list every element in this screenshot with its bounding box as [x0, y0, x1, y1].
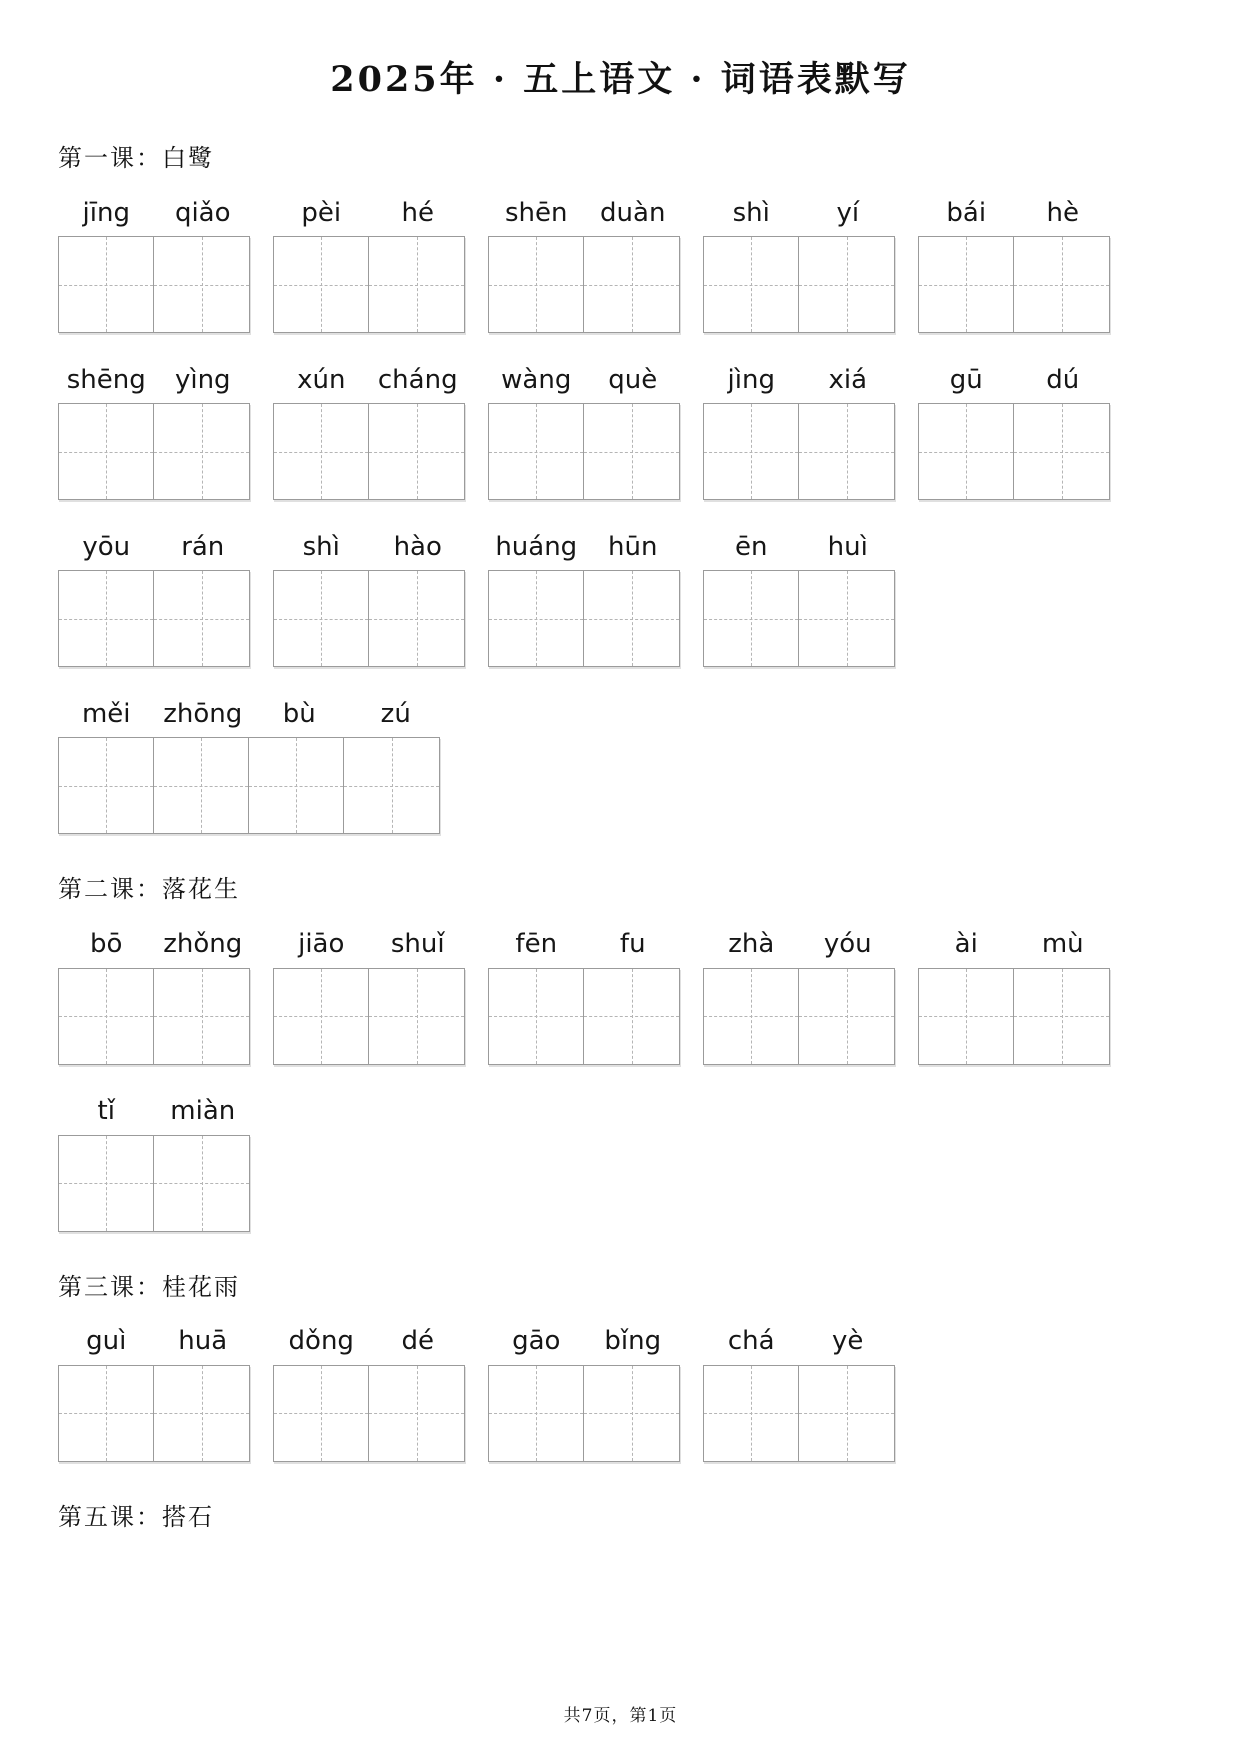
pinyin-row [488, 920, 681, 960]
word-group [703, 1317, 896, 1462]
word-group [58, 689, 444, 834]
pinyin-row [703, 522, 896, 562]
writing-box [1014, 404, 1109, 499]
box-center-dash-vertical [632, 1366, 633, 1461]
box-center-dash-vertical [202, 404, 203, 499]
pinyin-syllable: shì [732, 197, 770, 228]
writing-box [274, 1366, 369, 1461]
pinyin-syllable: xún [297, 364, 346, 395]
pinyin-syllable: mù [1041, 928, 1084, 959]
pinyin-syllable: xiá [828, 364, 868, 395]
pinyin-row [273, 188, 466, 228]
box-center-dash-vertical [536, 969, 537, 1064]
box-center-dash-vertical [417, 1366, 418, 1461]
writing-box [369, 571, 464, 666]
pinyin-syllable: chá [727, 1325, 775, 1356]
pinyin-syllable: shuǐ [390, 928, 445, 959]
box-center-dash-vertical [106, 738, 107, 833]
box-center-dash-vertical [296, 738, 297, 833]
writing-grid [273, 236, 465, 333]
pinyin-row [918, 355, 1111, 395]
writing-box [919, 237, 1014, 332]
writing-grid [703, 968, 895, 1065]
writing-grid [273, 403, 465, 500]
pinyin-syllable: huā [178, 1325, 228, 1356]
lesson-section [58, 1272, 1183, 1462]
writing-box [704, 571, 799, 666]
writing-box [369, 404, 464, 499]
box-center-dash-vertical [847, 969, 848, 1064]
pinyin-syllable: qiǎo [174, 197, 231, 228]
pinyin-syllable: ēn [735, 531, 768, 562]
lesson-heading: 第五课：搭石 [58, 1502, 214, 1531]
writing-box [274, 237, 369, 332]
box-center-dash-vertical [106, 969, 107, 1064]
box-center-dash-vertical [751, 1366, 752, 1461]
box-center-dash-vertical [202, 969, 203, 1064]
box-center-dash-vertical [106, 404, 107, 499]
box-center-dash-vertical [847, 1366, 848, 1461]
writing-grid [488, 570, 680, 667]
writing-box [584, 571, 679, 666]
box-center-dash-vertical [751, 969, 752, 1064]
box-center-dash-vertical [417, 969, 418, 1064]
writing-box [154, 404, 249, 499]
pinyin-syllable: yí [836, 197, 860, 228]
pinyin-syllable: cháng [377, 364, 458, 395]
writing-grid [58, 737, 440, 834]
writing-box [59, 1366, 154, 1461]
pinyin-syllable: rán [181, 531, 225, 562]
word-group [58, 920, 251, 1065]
box-center-dash-vertical [536, 571, 537, 666]
box-center-dash-vertical [417, 237, 418, 332]
writing-box [154, 969, 249, 1064]
box-center-dash-vertical [966, 969, 967, 1064]
pinyin-row [703, 188, 896, 228]
box-center-dash-vertical [202, 1136, 203, 1231]
box-center-dash-vertical [966, 237, 967, 332]
pinyin-row [488, 188, 681, 228]
writing-box [369, 237, 464, 332]
writing-box [584, 404, 679, 499]
lesson-heading: 第二课：落花生 [58, 875, 240, 904]
pinyin-syllable: shēng [66, 364, 146, 395]
box-center-dash-vertical [847, 237, 848, 332]
word-group [918, 355, 1111, 500]
pinyin-syllable: hào [393, 531, 442, 562]
writing-box [1014, 237, 1109, 332]
word-group [918, 188, 1111, 333]
word-group [703, 920, 896, 1065]
writing-box [799, 1366, 894, 1461]
pinyin-syllable: yè [832, 1325, 864, 1356]
box-center-dash-vertical [632, 969, 633, 1064]
pinyin-syllable: fu [619, 928, 646, 959]
word-row [58, 920, 1183, 1065]
word-row [58, 522, 1183, 667]
pinyin-syllable: bǐng [604, 1325, 662, 1356]
pinyin-syllable: tǐ [97, 1095, 115, 1126]
writing-box [799, 404, 894, 499]
word-group [273, 355, 466, 500]
pinyin-syllable: gū [949, 364, 983, 395]
box-center-dash-vertical [202, 237, 203, 332]
writing-box [154, 1136, 249, 1231]
writing-box [249, 738, 344, 833]
pinyin-syllable: dú [1046, 364, 1080, 395]
box-center-dash-vertical [632, 571, 633, 666]
box-center-dash-vertical [106, 1136, 107, 1231]
pinyin-syllable: hè [1046, 197, 1079, 228]
writing-grid [58, 968, 250, 1065]
pinyin-syllable: hūn [608, 531, 658, 562]
page-title: 2025年 · 五上语文 · 词语表默写 [330, 59, 911, 100]
writing-grid [488, 403, 680, 500]
writing-box [274, 404, 369, 499]
pinyin-row [58, 522, 251, 562]
writing-box [704, 237, 799, 332]
pinyin-syllable: shēn [505, 197, 568, 228]
box-center-dash-vertical [536, 404, 537, 499]
writing-box [369, 1366, 464, 1461]
word-group [703, 355, 896, 500]
box-center-dash-vertical [751, 404, 752, 499]
writing-box [59, 1136, 154, 1231]
pinyin-syllable: yóu [823, 928, 872, 959]
pinyin-syllable: jīng [82, 197, 130, 228]
word-group [58, 1087, 251, 1232]
writing-box [59, 404, 154, 499]
pinyin-syllable: ài [954, 928, 978, 959]
box-center-dash-vertical [1062, 237, 1063, 332]
pinyin-row [58, 1317, 251, 1357]
pinyin-row [273, 355, 466, 395]
pinyin-syllable: huì [827, 531, 868, 562]
box-center-dash-vertical [632, 404, 633, 499]
pinyin-syllable: zhà [728, 928, 775, 959]
pinyin-syllable: miàn [170, 1095, 236, 1126]
writing-grid [703, 403, 895, 500]
writing-box [274, 969, 369, 1064]
box-center-dash-vertical [966, 404, 967, 499]
writing-box [344, 738, 439, 833]
writing-box [154, 738, 249, 833]
box-center-dash-vertical [321, 571, 322, 666]
pinyin-syllable: wàng [501, 364, 572, 395]
word-group [58, 1317, 251, 1462]
box-center-dash-vertical [536, 1366, 537, 1461]
pinyin-row [703, 920, 896, 960]
writing-grid [58, 403, 250, 500]
box-center-dash-vertical [847, 571, 848, 666]
word-group [273, 920, 466, 1065]
pinyin-row [273, 522, 466, 562]
sections-container [58, 143, 1183, 1533]
box-center-dash-vertical [106, 237, 107, 332]
writing-box [154, 237, 249, 332]
writing-box [489, 969, 584, 1064]
pinyin-row [918, 920, 1111, 960]
word-group [488, 920, 681, 1065]
writing-grid [58, 236, 250, 333]
pinyin-syllable: gāo [512, 1325, 561, 1356]
lesson-section [58, 874, 1183, 1231]
pinyin-row [703, 355, 896, 395]
word-group [58, 355, 251, 500]
writing-box [704, 969, 799, 1064]
writing-box [799, 969, 894, 1064]
lesson-section [58, 1502, 1183, 1533]
writing-grid [488, 236, 680, 333]
pinyin-syllable: yìng [174, 364, 231, 395]
word-group [273, 522, 466, 667]
pinyin-syllable: bō [90, 928, 123, 959]
writing-grid [918, 968, 1110, 1065]
pinyin-row [488, 1317, 681, 1357]
writing-grid [918, 236, 1110, 333]
pinyin-syllable: měi [81, 698, 131, 729]
lesson-section [58, 143, 1183, 834]
writing-grid [58, 570, 250, 667]
writing-grid [703, 1365, 895, 1462]
writing-box [704, 404, 799, 499]
word-group [488, 355, 681, 500]
box-center-dash-vertical [1062, 969, 1063, 1064]
page-footer: 共7页，第1页 [563, 1706, 678, 1726]
pinyin-row [58, 1087, 251, 1127]
writing-box [369, 969, 464, 1064]
word-group [703, 188, 896, 333]
pinyin-syllable: bái [946, 197, 987, 228]
writing-box [584, 1366, 679, 1461]
word-group [273, 1317, 466, 1462]
writing-grid [488, 968, 680, 1065]
writing-box [799, 571, 894, 666]
box-center-dash-vertical [202, 571, 203, 666]
writing-box [919, 404, 1014, 499]
pinyin-row [488, 522, 681, 562]
writing-box [59, 237, 154, 332]
writing-box [154, 1366, 249, 1461]
writing-box [1014, 969, 1109, 1064]
writing-box [489, 237, 584, 332]
writing-box [489, 571, 584, 666]
pinyin-syllable: hé [401, 197, 434, 228]
writing-grid [918, 403, 1110, 500]
writing-grid [488, 1365, 680, 1462]
box-center-dash-vertical [321, 237, 322, 332]
writing-box [489, 1366, 584, 1461]
word-row [58, 1317, 1183, 1462]
box-center-dash-vertical [417, 571, 418, 666]
pinyin-row [58, 355, 251, 395]
pinyin-syllable: zhǒng [163, 928, 243, 959]
pinyin-row [918, 188, 1111, 228]
word-row [58, 1087, 1183, 1232]
pinyin-syllable: zú [380, 698, 411, 729]
lesson-heading: 第一课：白鹭 [58, 144, 214, 173]
pinyin-row [703, 1317, 896, 1357]
writing-box [584, 237, 679, 332]
writing-grid [273, 968, 465, 1065]
word-group [488, 1317, 681, 1462]
pinyin-syllable: jìng [727, 364, 775, 395]
box-center-dash-vertical [106, 1366, 107, 1461]
writing-grid [58, 1365, 250, 1462]
word-group [273, 188, 466, 333]
word-group [58, 522, 251, 667]
lesson-heading: 第三课：桂花雨 [58, 1272, 240, 1301]
writing-grid [703, 570, 895, 667]
box-center-dash-vertical [751, 237, 752, 332]
box-center-dash-vertical [392, 738, 393, 833]
pinyin-row [58, 188, 251, 228]
writing-grid [273, 1365, 465, 1462]
pinyin-row [273, 920, 466, 960]
pinyin-syllable: shì [302, 531, 340, 562]
writing-grid [703, 236, 895, 333]
pinyin-syllable: zhōng [163, 698, 243, 729]
box-center-dash-vertical [202, 1366, 203, 1461]
box-center-dash-vertical [106, 571, 107, 666]
box-center-dash-vertical [751, 571, 752, 666]
pinyin-row [58, 689, 444, 729]
word-row [58, 188, 1183, 333]
pinyin-syllable: fēn [515, 928, 558, 959]
pinyin-row [58, 920, 251, 960]
box-center-dash-vertical [417, 404, 418, 499]
box-center-dash-vertical [632, 237, 633, 332]
writing-box [584, 969, 679, 1064]
writing-box [919, 969, 1014, 1064]
box-center-dash-vertical [201, 738, 202, 833]
word-group [488, 522, 681, 667]
pinyin-syllable: huáng [495, 531, 578, 562]
box-center-dash-vertical [847, 404, 848, 499]
word-row [58, 355, 1183, 500]
word-group [918, 920, 1111, 1065]
writing-box [274, 571, 369, 666]
writing-box [489, 404, 584, 499]
writing-box [59, 738, 154, 833]
pinyin-row [273, 1317, 466, 1357]
pinyin-syllable: dǒng [288, 1325, 354, 1356]
pinyin-syllable: yōu [82, 531, 131, 562]
writing-grid [273, 570, 465, 667]
pinyin-syllable: jiāo [298, 928, 345, 959]
box-center-dash-vertical [536, 237, 537, 332]
box-center-dash-vertical [321, 969, 322, 1064]
pinyin-syllable: guì [86, 1325, 127, 1356]
pinyin-syllable: bù [282, 698, 316, 729]
pinyin-row [488, 355, 681, 395]
writing-box [59, 969, 154, 1064]
word-group [58, 188, 251, 333]
writing-box [704, 1366, 799, 1461]
word-row [58, 689, 1183, 834]
pinyin-syllable: pèi [301, 197, 342, 228]
writing-box [154, 571, 249, 666]
box-center-dash-vertical [1062, 404, 1063, 499]
writing-grid [58, 1135, 250, 1232]
pinyin-syllable: dé [401, 1325, 434, 1356]
writing-box [799, 237, 894, 332]
word-group [488, 188, 681, 333]
pinyin-syllable: què [608, 364, 658, 395]
word-group [703, 522, 896, 667]
pinyin-syllable: duàn [600, 197, 666, 228]
writing-box [59, 571, 154, 666]
box-center-dash-vertical [321, 1366, 322, 1461]
box-center-dash-vertical [321, 404, 322, 499]
